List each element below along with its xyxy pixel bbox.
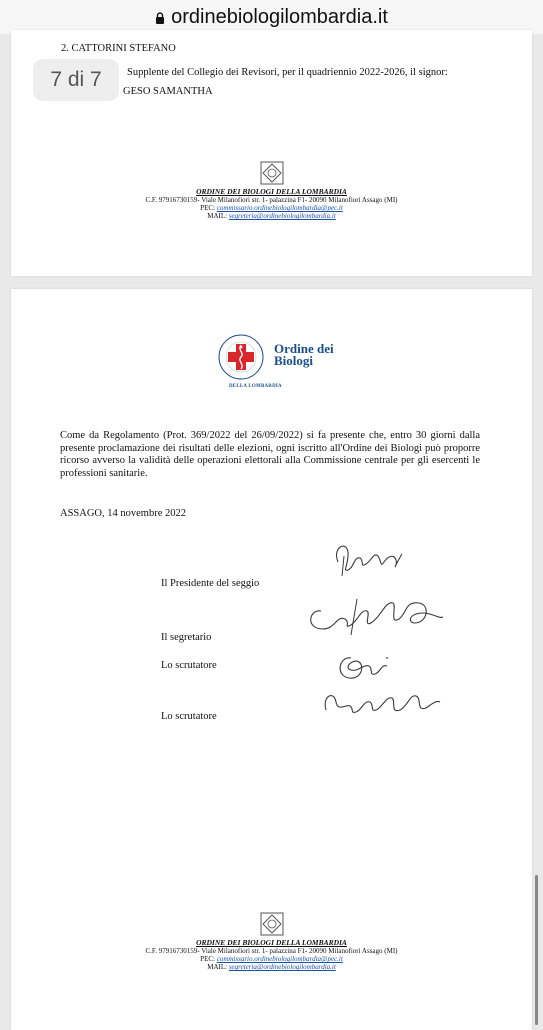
- text-line: Supplente del Collegio dei Revisori, per il quadriennio 2022-2026, il signor:: [127, 67, 448, 78]
- pec-label: PEC:: [200, 204, 217, 212]
- footer-org: ORDINE DEI BIOLOGI DELLA LOMBARDIA: [196, 938, 347, 947]
- scrollbar[interactable]: [535, 875, 538, 1025]
- signatory-label: Il segretario: [161, 632, 212, 643]
- signature-president: [324, 534, 414, 584]
- lock-icon: [155, 12, 165, 24]
- notice-paragraph: Come da Regolamento (Prot. 369/2022 del 26/09/2022) si fa presente che, entro 30 giorni dalla presente proclamazione dei risultati delle elezioni, ogni iscritto all'Ordine dei Biologi può proporre ricorso avverso la validità delle operazioni elettorali alla Commissione centrale per gli esercenti le professioni sanitarie.: [60, 430, 480, 479]
- url-text: ordinebiologilombardia.it: [171, 5, 388, 28]
- page-footer: [11, 160, 532, 220]
- date-line: ASSAGO, 14 novembre 2022: [60, 508, 186, 519]
- footer-org: ORDINE DEI BIOLOGI DELLA LOMBARDIA: [196, 187, 347, 196]
- address-bar[interactable]: [0, 0, 543, 34]
- logo-subtitle: DELLA LOMBARDIA: [229, 384, 282, 389]
- mail-label: MAIL:: [207, 212, 229, 220]
- footer-address: C.F. 97916730159- Viale Milanofiori str. 1- palazzina F1- 20090 Milanofiori Assago (MI): [145, 947, 398, 955]
- footer-address: C.F. 97916730159- Viale Milanofiori str. 1- palazzina F1- 20090 Milanofiori Assago (MI): [145, 196, 398, 204]
- page-counter: 7 di 7: [33, 59, 119, 101]
- crest-icon: [259, 911, 285, 937]
- pec-label: PEC:: [200, 955, 217, 963]
- text-line: GESO SAMANTHA: [123, 86, 213, 97]
- signatory-label: Il Presidente del seggio: [161, 578, 260, 589]
- page-footer: [11, 911, 532, 971]
- logo-emblem-icon: [216, 333, 268, 383]
- logo-title: Ordine dei Biologi: [274, 341, 334, 368]
- crest-icon: [259, 160, 285, 186]
- signatory-label: Lo scrutatore: [161, 711, 217, 722]
- signature-secretary: [301, 589, 451, 639]
- list-item: 2. CATTORINI STEFANO: [61, 43, 176, 54]
- signature-scrutineer-1: [329, 646, 399, 686]
- pec-link[interactable]: commissario.ordinebiologilombardia@pec.it: [216, 204, 343, 212]
- signature-scrutineer-2: [316, 682, 446, 722]
- signatory-label: Lo scrutatore: [161, 660, 217, 671]
- mail-label: MAIL:: [207, 963, 229, 971]
- mail-link[interactable]: segreteria@ordinebiologilombardia.it: [228, 963, 336, 971]
- logo: [216, 333, 346, 395]
- document-page: [11, 289, 532, 1030]
- mail-link[interactable]: segreteria@ordinebiologilombardia.it: [228, 212, 336, 220]
- pec-link[interactable]: commissario.ordinebiologilombardia@pec.it: [216, 955, 343, 963]
